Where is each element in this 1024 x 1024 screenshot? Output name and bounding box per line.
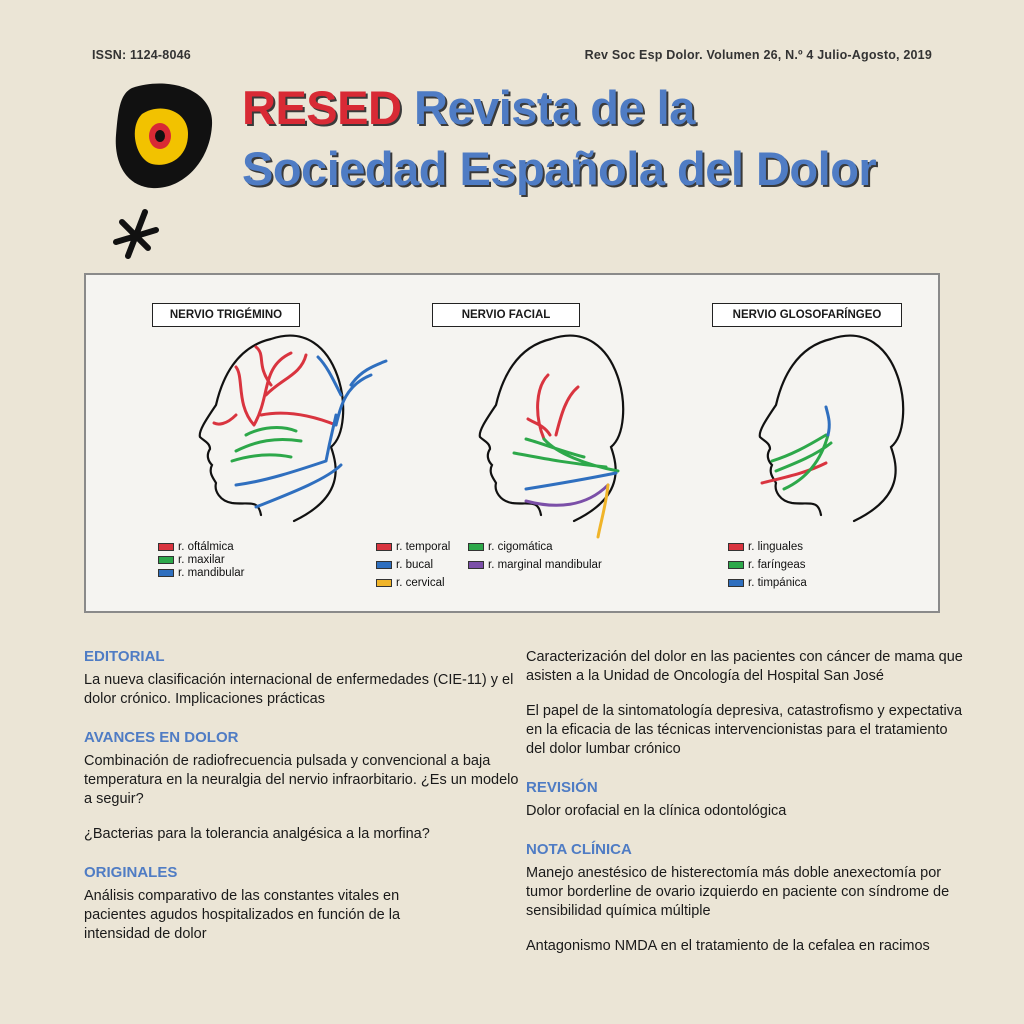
- legend-swatch: [158, 569, 174, 577]
- journal-title-line-2: Sociedad Española del Dolor: [242, 142, 877, 195]
- section-heading-originales: ORIGINALES: [84, 864, 178, 881]
- article-title[interactable]: ¿Bacterias para la tolerancia analgésica a la morfina?: [84, 826, 430, 842]
- legend-text: r. marginal mandibular: [488, 559, 602, 571]
- article-title[interactable]: Antagonismo NMDA en el tratamiento de la cefalea en racimos: [526, 938, 930, 954]
- legend-text: r. cervical: [396, 577, 445, 589]
- legend-text: r. faríngeas: [748, 559, 806, 571]
- legend-text: r. mandibular: [178, 567, 245, 579]
- journal-logo: [112, 80, 218, 270]
- legend-item: [376, 541, 450, 553]
- section-heading-avances: AVANCES EN DOLOR: [84, 729, 239, 746]
- toc-right-column: [526, 648, 966, 956]
- legend-item: [728, 577, 807, 589]
- section-heading-nota-clinica: NOTA CLÍNICA: [526, 841, 632, 858]
- legend-text: r. bucal: [396, 559, 434, 571]
- article-title[interactable]: Manejo anestésico de histerectomía más doble anexectomía por tumor borderline de ovario izquierdo en paciente con síndrome de sensibilidad química múltiple: [526, 865, 950, 919]
- legend-item: [376, 559, 433, 571]
- legend-text: r. linguales: [748, 541, 803, 553]
- legend-swatch: [158, 543, 174, 551]
- legend-item: [158, 541, 234, 553]
- legend-item: [158, 554, 225, 566]
- legend-swatch: [728, 561, 744, 569]
- legend-swatch: [376, 561, 392, 569]
- volume-info: Rev Soc Esp Dolor. Volumen 26, N.º 4 Julio-Agosto, 2019: [584, 48, 932, 62]
- legend-swatch: [158, 556, 174, 564]
- article-title[interactable]: Combinación de radiofrecuencia pulsada y convencional a baja temperatura en la neuralgia del nervio infraorbitario. ¿Es un modelo a seguir?: [84, 753, 519, 807]
- legend-swatch: [728, 543, 744, 551]
- legend-swatch: [376, 579, 392, 587]
- legend-text: r. cigomática: [488, 541, 553, 553]
- journal-title-start: Revista de la: [414, 81, 695, 134]
- legend-swatch: [468, 543, 484, 551]
- legend-swatch: [468, 561, 484, 569]
- legend-text: r. temporal: [396, 541, 451, 553]
- article-title[interactable]: Análisis comparativo de las constantes vitales en pacientes agudos hospitalizados en función de la intensidad de dolor: [84, 888, 401, 942]
- legend-text: r. maxilar: [178, 554, 225, 566]
- article-title[interactable]: Dolor orofacial en la clínica odontológica: [526, 803, 787, 819]
- panel-label-facial: NERVIO FACIAL: [432, 303, 580, 327]
- legend-item: [468, 541, 553, 553]
- legend-item: [728, 559, 806, 571]
- article-title[interactable]: Caracterización del dolor en las pacientes con cáncer de mama que asisten a la Unidad de Oncología del Hospital San José: [526, 649, 963, 684]
- issn-text: ISSN: 1124-8046: [92, 48, 191, 62]
- toc-left-column: [84, 648, 524, 944]
- article-title[interactable]: El papel de la sintomatología depresiva, catastrofismo y expectativa en la eficacia de las técnicas intervencionistas para el tratamiento del dolor lumbar crónico: [526, 703, 963, 757]
- section-heading-editorial: EDITORIAL: [84, 648, 165, 665]
- panel-label-trigeminal: NERVIO TRIGÉMINO: [152, 303, 300, 327]
- article-title[interactable]: La nueva clasificación internacional de enfermedades (CIE-11) y el dolor crónico. Implicaciones prácticas: [84, 672, 514, 707]
- legend-text: r. timpánica: [748, 577, 807, 589]
- legend-text: r. oftálmica: [178, 541, 234, 553]
- legend-swatch: [728, 579, 744, 587]
- legend-swatch: [376, 543, 392, 551]
- head-outline-facial: [480, 336, 623, 521]
- legend-item: [158, 567, 244, 579]
- legend-item: [468, 559, 602, 571]
- journal-acronym: RESED: [242, 81, 402, 134]
- head-outline-glossopharyngeal: [760, 336, 903, 521]
- cranial-nerves-figure: [84, 273, 940, 613]
- legend-item: [728, 541, 803, 553]
- legend-item: [376, 577, 445, 589]
- journal-title-line-1: [242, 81, 695, 134]
- section-heading-revision: REVISIÓN: [526, 779, 598, 796]
- panel-label-glossopharyngeal: NERVIO GLOSOFARÍNGEO: [712, 303, 902, 327]
